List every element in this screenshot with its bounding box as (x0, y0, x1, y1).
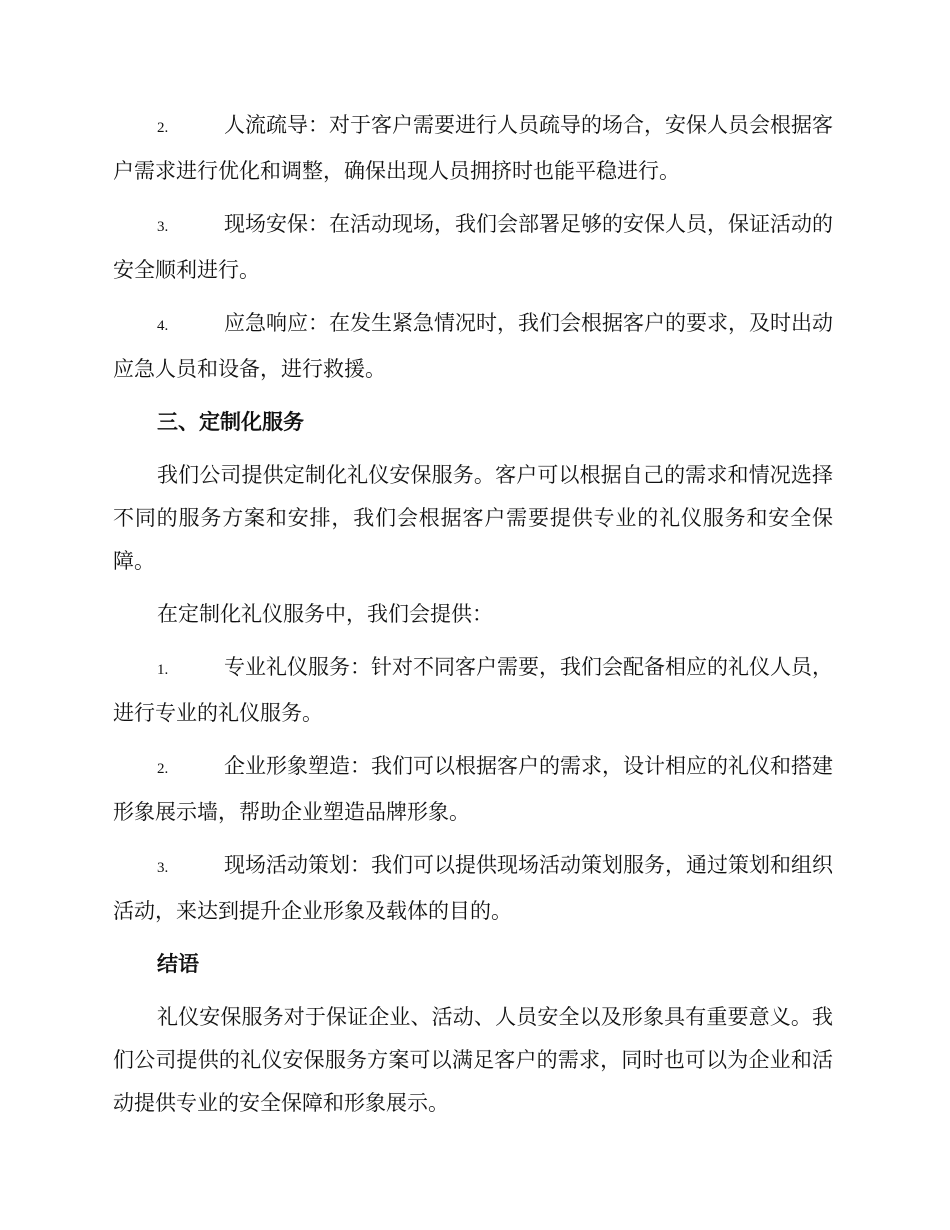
list-item (113, 646, 833, 735)
paragraph-customized-list-intro: 在定制化礼仪服务中，我们会提供： (157, 602, 493, 626)
list-item (113, 745, 833, 834)
paragraph-customized-intro: 我们公司提供定制化礼仪安保服务。客户可以根据自己的需求和情况选择不同的服务方案和安排，我们会根据客户需要提供专业的礼仪服务和安全保障。 (113, 463, 833, 573)
list-item-text: 现场活动策划：我们可以提供现场活动策划服务，通过策划和组织活动，来达到提升企业形象及载体的目的。 (113, 853, 833, 923)
list-item-text: 企业形象塑造：我们可以根据客户的需求，设计相应的礼仪和搭建形象展示墙，帮助企业塑造品牌形象。 (113, 754, 833, 824)
list-item (113, 104, 833, 193)
list-item-text: 应急响应：在发生紧急情况时，我们会根据客户的要求，及时出动应急人员和设备，进行救援。 (113, 311, 833, 381)
section-heading-conclusion: 结语 (157, 952, 199, 976)
list-item-number: 1. (157, 662, 169, 678)
list-item-number: 3. (157, 860, 169, 876)
list-item-number: 2. (157, 120, 169, 136)
list-item-number: 2. (157, 761, 169, 777)
list-item-text: 人流疏导：对于客户需要进行人员疏导的场合，安保人员会根据客户需求进行优化和调整，确保出现人员拥挤时也能平稳进行。 (113, 113, 833, 183)
list-item (113, 302, 833, 391)
list-item-text: 现场安保：在活动现场，我们会部署足够的安保人员，保证活动的安全顺利进行。 (113, 212, 833, 282)
list-item (113, 844, 833, 933)
document-page (113, 104, 833, 1135)
list-item-text: 专业礼仪服务：针对不同客户需要，我们会配备相应的礼仪人员，进行专业的礼仪服务。 (113, 655, 833, 725)
list-item (113, 203, 833, 292)
list-item-number: 3. (157, 219, 169, 235)
section-heading-customized-service: 三、定制化服务 (157, 410, 304, 434)
paragraph-conclusion: 礼仪安保服务对于保证企业、活动、人员安全以及形象具有重要意义。我们公司提供的礼仪安保服务方案可以满足客户的需求，同时也可以为企业和活动提供专业的安全保障和形象展示。 (113, 1005, 833, 1115)
list-item-number: 4. (157, 318, 169, 334)
